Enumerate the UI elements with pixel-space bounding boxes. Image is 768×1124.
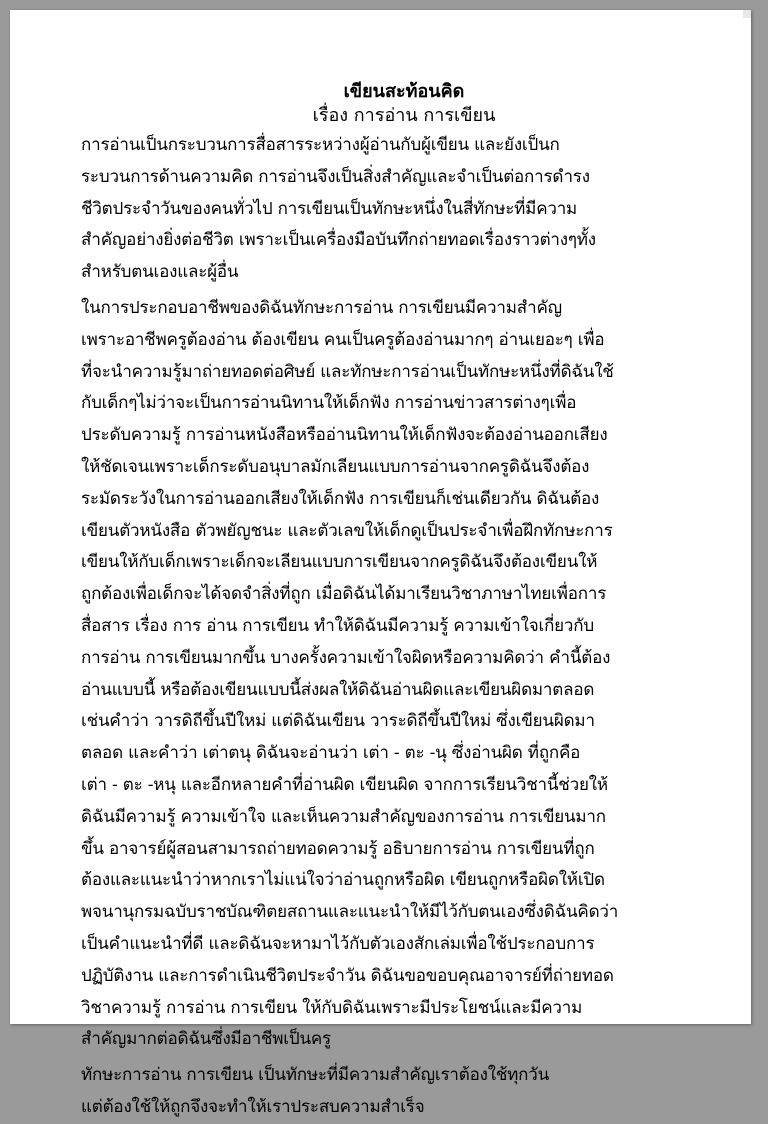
paragraph-intro: การอ่านเป็นกระบวนการสื่อสารระหว่างผู้อ่านกับผู้เขียน และยังเป็นก ระบวนการด้านความคิด การอ่านจึงเป็นสิ่งสำคัญและจำเป็นต่อการดำรง ชีวิตประจำวันของคนทั่วไป การเขียนเป็นทักษะหนึ่งในสี่ทักษะที่มีความ สำคัญอย่างยิ่งต่อชีวิต เพราะเป็นเครื่องมือบันทึกถ่ายทอดเรื่องราวต่างๆทั้ง สำหรับตนเองและผู้อื่น <box>81 135 596 283</box>
document-body <box>81 80 709 1124</box>
page-corner-marker <box>743 10 751 18</box>
paragraph-main: ในการประกอบอาชีพของดิฉันทักษะการอ่าน การเขียนมีความสำคัญ เพราะอาชีพครูต้องอ่าน ต้องเขียน คนเป็นครูต้องอ่านมากๆ อ่านเยอะๆ เพื่อ ที่จะนำความรู้มาถ่ายทอดต่อศิษย์ และทักษะการอ่านเป็นทักษะหนึ่งที่ดิฉันใช้ กับเด็กๆไม่ว่าจะเป็นการอ่านนิทานให้เด็กฟัง การอ่านข่าวสารต่างๆเพื่อ ประดับความรู้ การอ่านหนังสือหรืออ่านนิทานให้เด็กฟังจะต้องอ่านออกเสียง ให้ชัดเจนเพราะเด็กระดับอนุบาลมักเลียนแบบการอ่านจากครูดิฉันจึงต้อง ระมัดระวังในการอ่านออกเสียงให้เด็กฟัง การเขียนก็เช่นเดียวกัน ดิฉันต้อง เขียนตัวหนังสือ ตัวพยัญชนะ และตัวเลขให้เด็กดูเป็นประจำเพื่อฝึกทักษะการ เขียนให้กับเด็กเพราะเด็กจะเลียนแบบการเขียนจากครูดิฉันจึงต้องเขียนให้ ถูกต้องเพื่อเด็กจะได้จดจำสิ่งที่ถูก เมื่อดิฉันได้มาเรียนวิชาภาษาไทยเพื่อการ สื่อสาร เรื่อง การ อ่าน การเขียน ทำให้ดิฉันมีความรู้ ความเข้าใจเกี่ยวกับ การอ่าน การเขียนมากขึ้น บางครั้งความเข้าใจผิดหรือความคิดว่า คำนี้ต้อง อ่านแบบนี้ หรือต้องเขียนแบบนี้ส่งผลให้ดิฉันอ่านผิดและเขียนผิดมาตลอด เช่นคำว่า วารดิถีขึ้นปีใหม่ แต่ดิฉันเขียน วาระดิถีขึ้นปีใหม่ ซึ่งเขียนผิดมา ตลอด และคำว่า เต่าตนุ ดิฉันจะอ่านว่า เต่า - ตะ -นุ ซึ่งอ่านผิด ที่ถูกคือ เต่า - ตะ -หนุ และอีกหลายคำที่อ่านผิด เขียนผิด จากการเรียนวิชานี้ช่วยให้ ดิฉันมีความรู้ ความเข้าใจ และเห็นความสำคัญของการอ่าน การเขียนมาก ขึ้น อาจารย์ผู้สอนสามารถถ่ายทอดความรู้ อธิบายการอ่าน การเขียนที่ถูก ต้องและแนะนำว่าหากเราไม่แน่ใจว่าอ่านถูกหรือผิด เขียนถูกหรือผิดให้เปิด พจนานุกรมฉบับราชบัณฑิตยสถานและแนะนำให้มีไว้กับตนเองซึ่งดิฉันคิดว่า เป็นคำแนะนำที่ดี และดิฉันจะหามาไว้กับตัวเองสักเล่มเพื่อใช้ประกอบการ ปฏิบัติงาน และการดำเนินชีวิตประจำวัน ดิฉันขอขอบคุณอาจารย์ที่ถ่ายทอด วิชาความรู้ การอ่าน การเขียน ให้กับดิฉันเพราะมีประโยชน์และมีความ สำคัญมากต่อดิฉันซึ่งมีอาชีพเป็นครู <box>81 297 619 1050</box>
document-subtitle: เรื่อง การอ่าน การเขียน <box>312 105 496 126</box>
document-title: เขียนสะท้อนคิด <box>343 81 465 102</box>
document-page <box>10 10 751 1117</box>
paragraph-conclusion: ทักษะการอ่าน การเขียน เป็นทักษะที่มีความสำคัญเราต้องใช้ทุกวัน แต่ต้องใช้ให้ถูกจึงจะทำให้เราประสบความสำเร็จ <box>81 1065 550 1117</box>
